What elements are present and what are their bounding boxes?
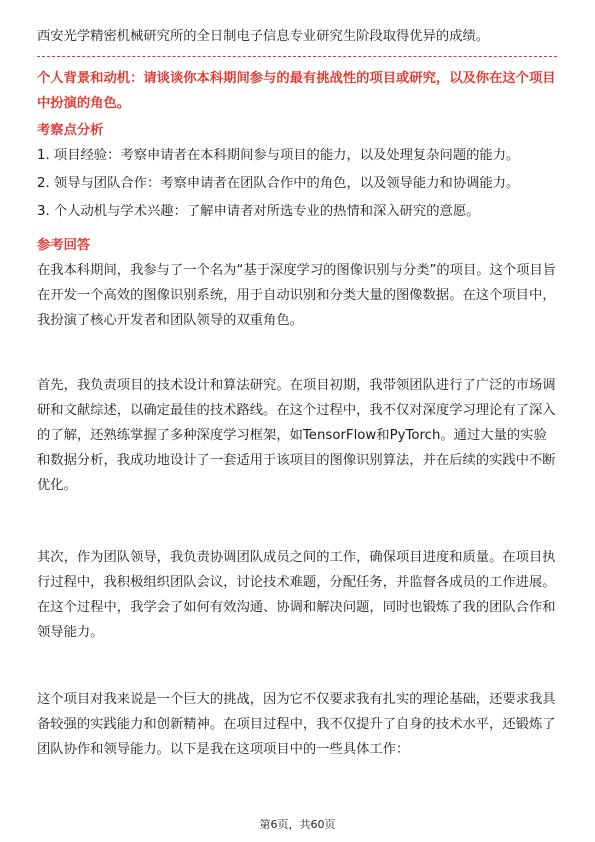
analysis-item: 1. 项目经验：考察申请者在本科期间参与项目的能力，以及处理复杂问题的能力。	[37, 148, 520, 163]
answer-paragraph: 在我本科期间，我参与了一个名为“基于深度学习的图像识别与分类”的项目。这个项目旨在开发一个高效的图像识别系统，用于自动识别和分类大量的图像数据。在这个项目中，我扮演了核心开发者和团队领导的双重角色。	[37, 263, 557, 328]
answer-heading: 参考回答	[37, 238, 91, 253]
question-heading: 个人背景和动机：请谈谈你本科期间参与的最有挑战性的项目或研究，以及你在这个项目中扮演的角色。	[37, 71, 556, 111]
answer-paragraph: 其次，作为团队领导，我负责协调团队成员之间的工作，确保项目进度和质量。在项目执行过程中，我积极组织团队会议，讨论技术难题，分配任务，并监督各成员的工作进展。在这个过程中，我学会了如何有效沟通、协调和解决问题，同时也锻炼了我的团队合作和领导能力。	[37, 550, 556, 640]
analysis-item: 3. 个人动机与学术兴趣：了解申请者对所选专业的热情和深入研究的意愿。	[37, 204, 480, 219]
analysis-item: 2. 领导与团队合作：考察申请者在团队合作中的角色，以及领导能力和协调能力。	[37, 176, 520, 191]
page-footer: 第6页，共60页	[259, 818, 336, 831]
intro-text: 西安光学精密机械研究所的全日制电子信息专业研究生阶段取得优异的成绩。	[37, 29, 490, 44]
answer-paragraph: 首先，我负责项目的技术设计和算法研究。在项目初期，我带领团队进行了广泛的市场调研和文献综述，以确定最佳的技术路线。在这个过程中，我不仅对深度学习理论有了深入的了解，还熟练掌握了多种深度学习框架，如TensorFlow和PyTorch。通过大量的实验和数据分析，我成功地设计了一套适用于该项目的图像识别算法，并在后续的实践中不断优化。	[37, 378, 556, 493]
section-divider	[37, 56, 557, 57]
analysis-heading: 考察点分析	[37, 123, 104, 138]
answer-paragraph: 这个项目对我来说是一个巨大的挑战，因为它不仅要求我有扎实的理论基础，还要求我具备较强的实践能力和创新精神。在项目过程中，我不仅提升了自身的技术水平，还锻炼了团队协作和领导能力。以下是我在这项项目中的一些具体工作：	[37, 692, 556, 757]
